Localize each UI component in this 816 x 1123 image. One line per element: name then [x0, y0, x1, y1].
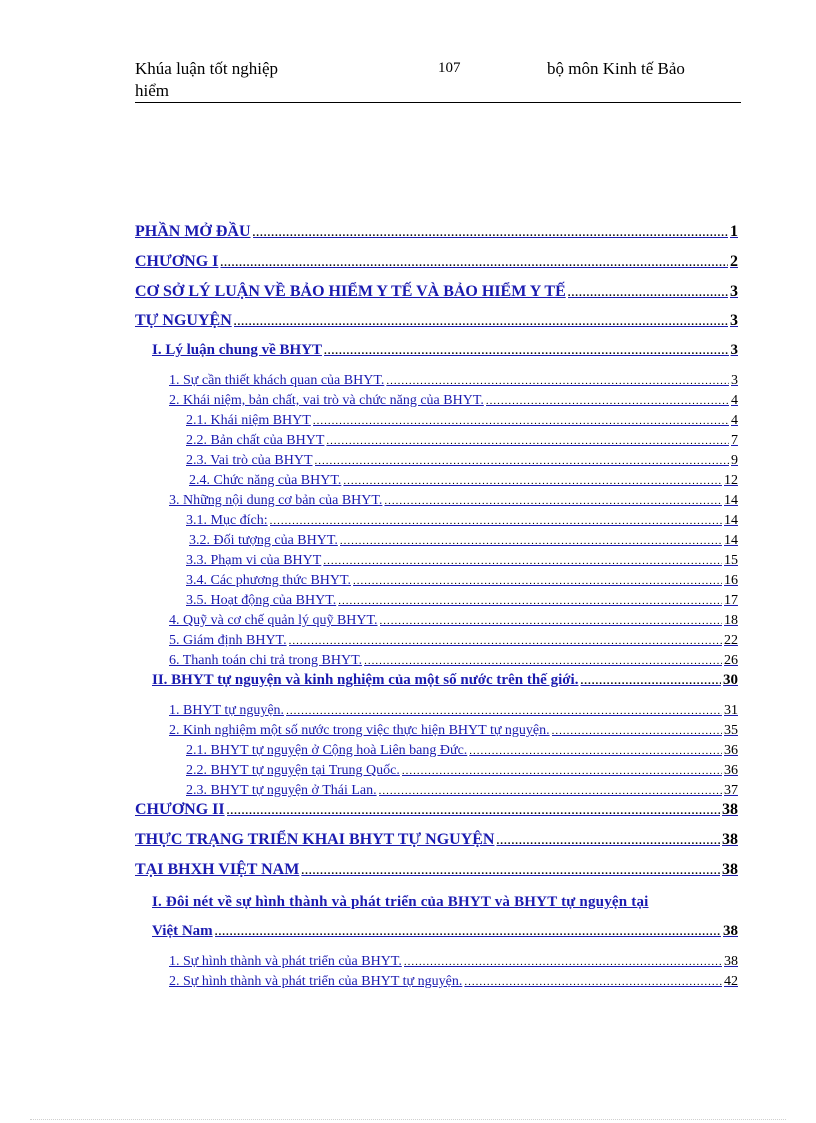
toc-entry[interactable]	[189, 473, 738, 489]
toc-page: 15	[724, 553, 738, 568]
toc-entry[interactable]	[169, 653, 738, 669]
toc-title: 3.1. Mục đích:	[186, 513, 268, 528]
toc-entry[interactable]	[135, 831, 738, 849]
toc-title: THỰC TRẠNG TRIỂN KHAI BHYT TỰ NGUYỆN	[135, 831, 495, 848]
toc-title: 2.3. Vai trò của BHYT	[186, 453, 313, 468]
page-bottom-divider	[30, 1119, 786, 1120]
toc-entry[interactable]	[186, 553, 738, 569]
toc-leader	[301, 865, 720, 877]
toc-page: 7	[731, 433, 738, 448]
toc-page: 18	[724, 613, 738, 628]
header-left	[135, 58, 315, 102]
toc-leader	[286, 705, 722, 717]
toc-leader	[568, 287, 728, 299]
toc-leader	[289, 635, 722, 647]
toc-title: 2.2. BHYT tự nguyện tại Trung Quốc.	[186, 763, 400, 778]
toc-title: 3.2. Đối tượng của BHYT.	[189, 533, 338, 548]
toc-page: 36	[724, 763, 738, 778]
toc-entry[interactable]	[169, 493, 738, 509]
toc-title: PHẦN MỞ ĐẦU	[135, 223, 251, 240]
toc-entry[interactable]	[135, 253, 738, 271]
toc-entry[interactable]	[135, 861, 738, 879]
toc-leader	[404, 956, 722, 968]
toc-entry[interactable]	[186, 743, 738, 759]
toc-title: 3. Những nội dung cơ bản của BHYT.	[169, 493, 383, 508]
toc-leader	[270, 515, 722, 527]
toc-entry[interactable]	[169, 954, 738, 970]
toc-leader	[234, 316, 728, 328]
toc-page: 14	[724, 513, 738, 528]
toc-leader	[464, 976, 722, 988]
toc-leader	[338, 595, 722, 607]
header-page-number: 107	[438, 60, 461, 76]
toc-title: 2.1. Khái niệm BHYT	[186, 413, 311, 428]
toc-page: 4	[731, 413, 738, 428]
toc-title: TỰ NGUYỆN	[135, 312, 232, 329]
toc-leader	[379, 785, 722, 797]
toc-title: CHƯƠNG I	[135, 253, 219, 270]
toc-entry[interactable]	[152, 923, 738, 940]
toc-page: 38	[722, 831, 738, 848]
toc-page: 12	[724, 473, 738, 488]
toc-title: 2. Kinh nghiệm một số nước trong việc thực hiện BHYT tự nguyện.	[169, 723, 550, 738]
toc-leader	[215, 926, 721, 938]
toc-leader	[496, 835, 720, 847]
toc-title: 3.5. Hoạt động của BHYT.	[186, 593, 337, 608]
toc-title: I. Lý luận chung về BHYT	[152, 342, 323, 358]
toc-entry[interactable]	[186, 453, 738, 469]
toc-page: 2	[730, 253, 738, 270]
toc-entry[interactable]	[169, 613, 738, 629]
toc-entry[interactable]	[135, 283, 738, 301]
toc-leader	[384, 495, 722, 507]
header-right: bộ môn Kinh tế Bảo	[547, 59, 685, 78]
toc-title: 3.4. Các phương thức BHYT.	[186, 573, 352, 588]
toc-leader	[364, 655, 722, 667]
toc-entry[interactable]	[186, 573, 738, 589]
toc-leader	[220, 257, 728, 269]
toc-title: CƠ SỞ LÝ LUẬN VỀ BẢO HIỂM Y TẾ VÀ BẢO HIỂM Y TẾ	[135, 283, 566, 300]
toc-leader	[380, 615, 722, 627]
toc-page: 14	[724, 493, 738, 508]
toc-entry[interactable]	[186, 433, 738, 449]
toc-leader	[486, 395, 729, 407]
toc-page: 1	[730, 223, 738, 240]
toc-title: CHƯƠNG II	[135, 801, 225, 818]
toc-title: 4. Quỹ và cơ chế quản lý quỹ BHYT.	[169, 613, 378, 628]
toc-title: 2.3. BHYT tự nguyện ở Thái Lan.	[186, 783, 377, 798]
toc-entry[interactable]	[169, 393, 738, 409]
toc-entry[interactable]	[186, 593, 738, 609]
toc-title: 2.1. BHYT tự nguyện ở Cộng hoà Liên bang Đức.	[186, 743, 468, 758]
toc-page: 14	[724, 533, 738, 548]
toc-leader	[580, 675, 721, 687]
toc-leader	[227, 805, 720, 817]
toc-page: 35	[724, 723, 738, 738]
toc-entry[interactable]	[169, 373, 738, 389]
toc-leader	[343, 475, 722, 487]
header-left-line2: hiểm	[135, 81, 169, 100]
toc-entry[interactable]	[169, 723, 738, 739]
toc-page: 16	[724, 573, 738, 588]
toc-entry[interactable]	[135, 223, 738, 241]
toc-title: 2.2. Bản chất của BHYT	[186, 433, 325, 448]
toc-title: 6. Thanh toán chi trả trong BHYT.	[169, 653, 363, 668]
toc-page: 38	[724, 954, 738, 969]
toc-page: 3	[730, 283, 738, 300]
toc-page: 3	[731, 373, 738, 388]
toc-page: 4	[731, 393, 738, 408]
toc-page: 17	[724, 593, 738, 608]
toc-page: 30	[723, 672, 738, 688]
toc-leader	[253, 227, 728, 239]
toc-page: 37	[724, 783, 738, 798]
toc-page: 26	[724, 653, 738, 668]
toc-entry[interactable]	[186, 763, 738, 779]
toc-title: 1. Sự hình thành và phát triển của BHYT.	[169, 954, 402, 969]
toc-title: 2. Sự hình thành và phát triển của BHYT tự nguyện.	[169, 974, 463, 989]
toc-entry[interactable]	[152, 342, 738, 359]
toc-leader	[402, 765, 722, 777]
toc-page: 31	[724, 703, 738, 718]
toc-title: II. BHYT tự nguyện và kinh nghiệm của một số nước trên thế giới.	[152, 672, 579, 688]
toc-entry[interactable]	[186, 783, 738, 799]
header-left-line1: Khúa luận tốt nghiệp	[135, 59, 279, 78]
toc-leader	[353, 575, 722, 587]
toc-page: 22	[724, 633, 738, 648]
toc-entry[interactable]	[186, 413, 738, 429]
toc-title: 3.3. Phạm vi của BHYT	[186, 553, 322, 568]
toc-entry[interactable]	[169, 703, 738, 719]
toc-leader	[323, 555, 722, 567]
toc-title: 1. BHYT tự nguyện.	[169, 703, 285, 718]
toc-title: TẠI BHXH VIỆT NAM	[135, 861, 300, 878]
toc-page: 42	[724, 974, 738, 989]
toc-leader	[313, 415, 729, 427]
toc-title: Việt Nam	[152, 923, 213, 939]
toc-page: 36	[724, 743, 738, 758]
toc-page: 3	[730, 342, 738, 358]
toc-entry[interactable]	[152, 672, 738, 689]
toc-entry[interactable]	[186, 513, 738, 529]
toc-title: 2. Khái niệm, bản chất, vai trò và chức năng của BHYT.	[169, 393, 484, 408]
toc-entry[interactable]	[135, 312, 738, 330]
toc-page: 38	[722, 801, 738, 818]
toc-page: 3	[730, 312, 738, 329]
toc-title: 1. Sự cần thiết khách quan của BHYT.	[169, 373, 385, 388]
toc-title: 5. Giám định BHYT.	[169, 633, 287, 648]
toc-entry[interactable]	[189, 533, 738, 549]
toc-leader	[326, 435, 729, 447]
page-header	[135, 58, 741, 103]
toc-entry-heading-line1[interactable]: I. Đôi nét về sự hình thành và phát triển của BHYT và BHYT tự nguyện tại	[152, 894, 649, 910]
toc-entry[interactable]	[169, 633, 738, 649]
toc-page: 9	[731, 453, 738, 468]
toc-leader	[315, 455, 730, 467]
toc-entry[interactable]	[135, 801, 738, 819]
toc-page: 38	[722, 861, 738, 878]
toc-leader	[552, 725, 722, 737]
toc-leader	[469, 745, 722, 757]
toc-leader	[324, 345, 728, 357]
toc-title: 2.4. Chức năng của BHYT.	[189, 473, 342, 488]
toc-leader	[386, 375, 729, 387]
toc-entry[interactable]	[169, 974, 738, 990]
toc-page: 38	[723, 923, 738, 939]
toc-leader	[340, 535, 722, 547]
